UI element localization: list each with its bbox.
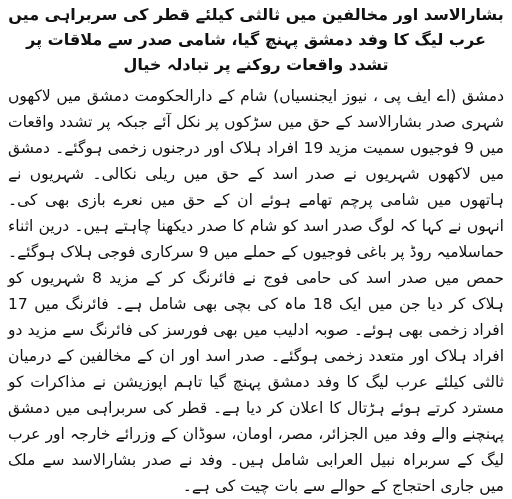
article-body: دمشق (اے ایف پی ، نیوز ایجنسیاں) شام کے دارالحکومت دمشق میں لاکھوں شہری صدر بشارالاسد کے حق میں سڑکوں پر نکل آئے جبکہ پر تشدد واقعات میں 9 فوجیوں سمیت مزید 19 افراد ہلاک اور درجنوں زخمی ہوگئے۔ دمشق میں لاکھوں شہریوں نے صدر اسد کے حق میں ریلی نکالی۔ شہریوں نے ہاتھوں میں شامی پرچم تھامے ہوئے ان کے حق میں نعرے بازی بھی کی۔ انہوں نے کہا کہ لوگ صدر اسد کو شام کا صدر دیکھنا چاہتے ہیں۔ درین اثناء حماسلامیہ روڈ پر باغی فوجیوں کے حملے میں 9 سرکاری فوجی ہلاک ہوگئے۔ حمص میں صدر اسد کی حامی فوج نے فائرنگ کر کے مزید 8 شہریوں کو ہلاک کر دیا جن میں ایک 18 ماہ کی بچی بھی شامل ہے۔ فائرنگ میں 17 افراد زخمی بھی ہوئے۔ صوبہ ادلیب میں بھی فورسز کی فائرنگ سے مزید دو افراد ہلاک اور متعدد زخمی ہوگئے۔ صدر اسد اور ان کے مخالفین کے درمیان ثالثی کیلئے عرب لیگ کا وفد دمشق پہنچ گیا تاہم اپوزیشن نے مذاکرات کو مسترد کرتے ہوئے ہڑتال کا اعلان کر دیا ہے۔ قطر کی سربراہی میں دمشق پہنچنے والے وفد میں الجزائر، مصر، اومان، سوڈان کے وزرائے خارجہ اور عرب لیگ کے سربراہ نبیل العرابی شامل ہیں۔ وفد نے صدر بشارالاسد سے ملک میں جاری احتجاج کے حوالے سے بات چیت کی ہے۔: [8, 87, 505, 495]
headline: بشارالاسد اور مخالفین میں ثالثی کیلئے قطر کی سربراہی میں عرب لیگ کا وفد دمشق پہنچ گیا، شامی صدر سے ملاقات پر تشدد واقعات روکنے پر تبادلہ خیال: [8, 5, 504, 74]
